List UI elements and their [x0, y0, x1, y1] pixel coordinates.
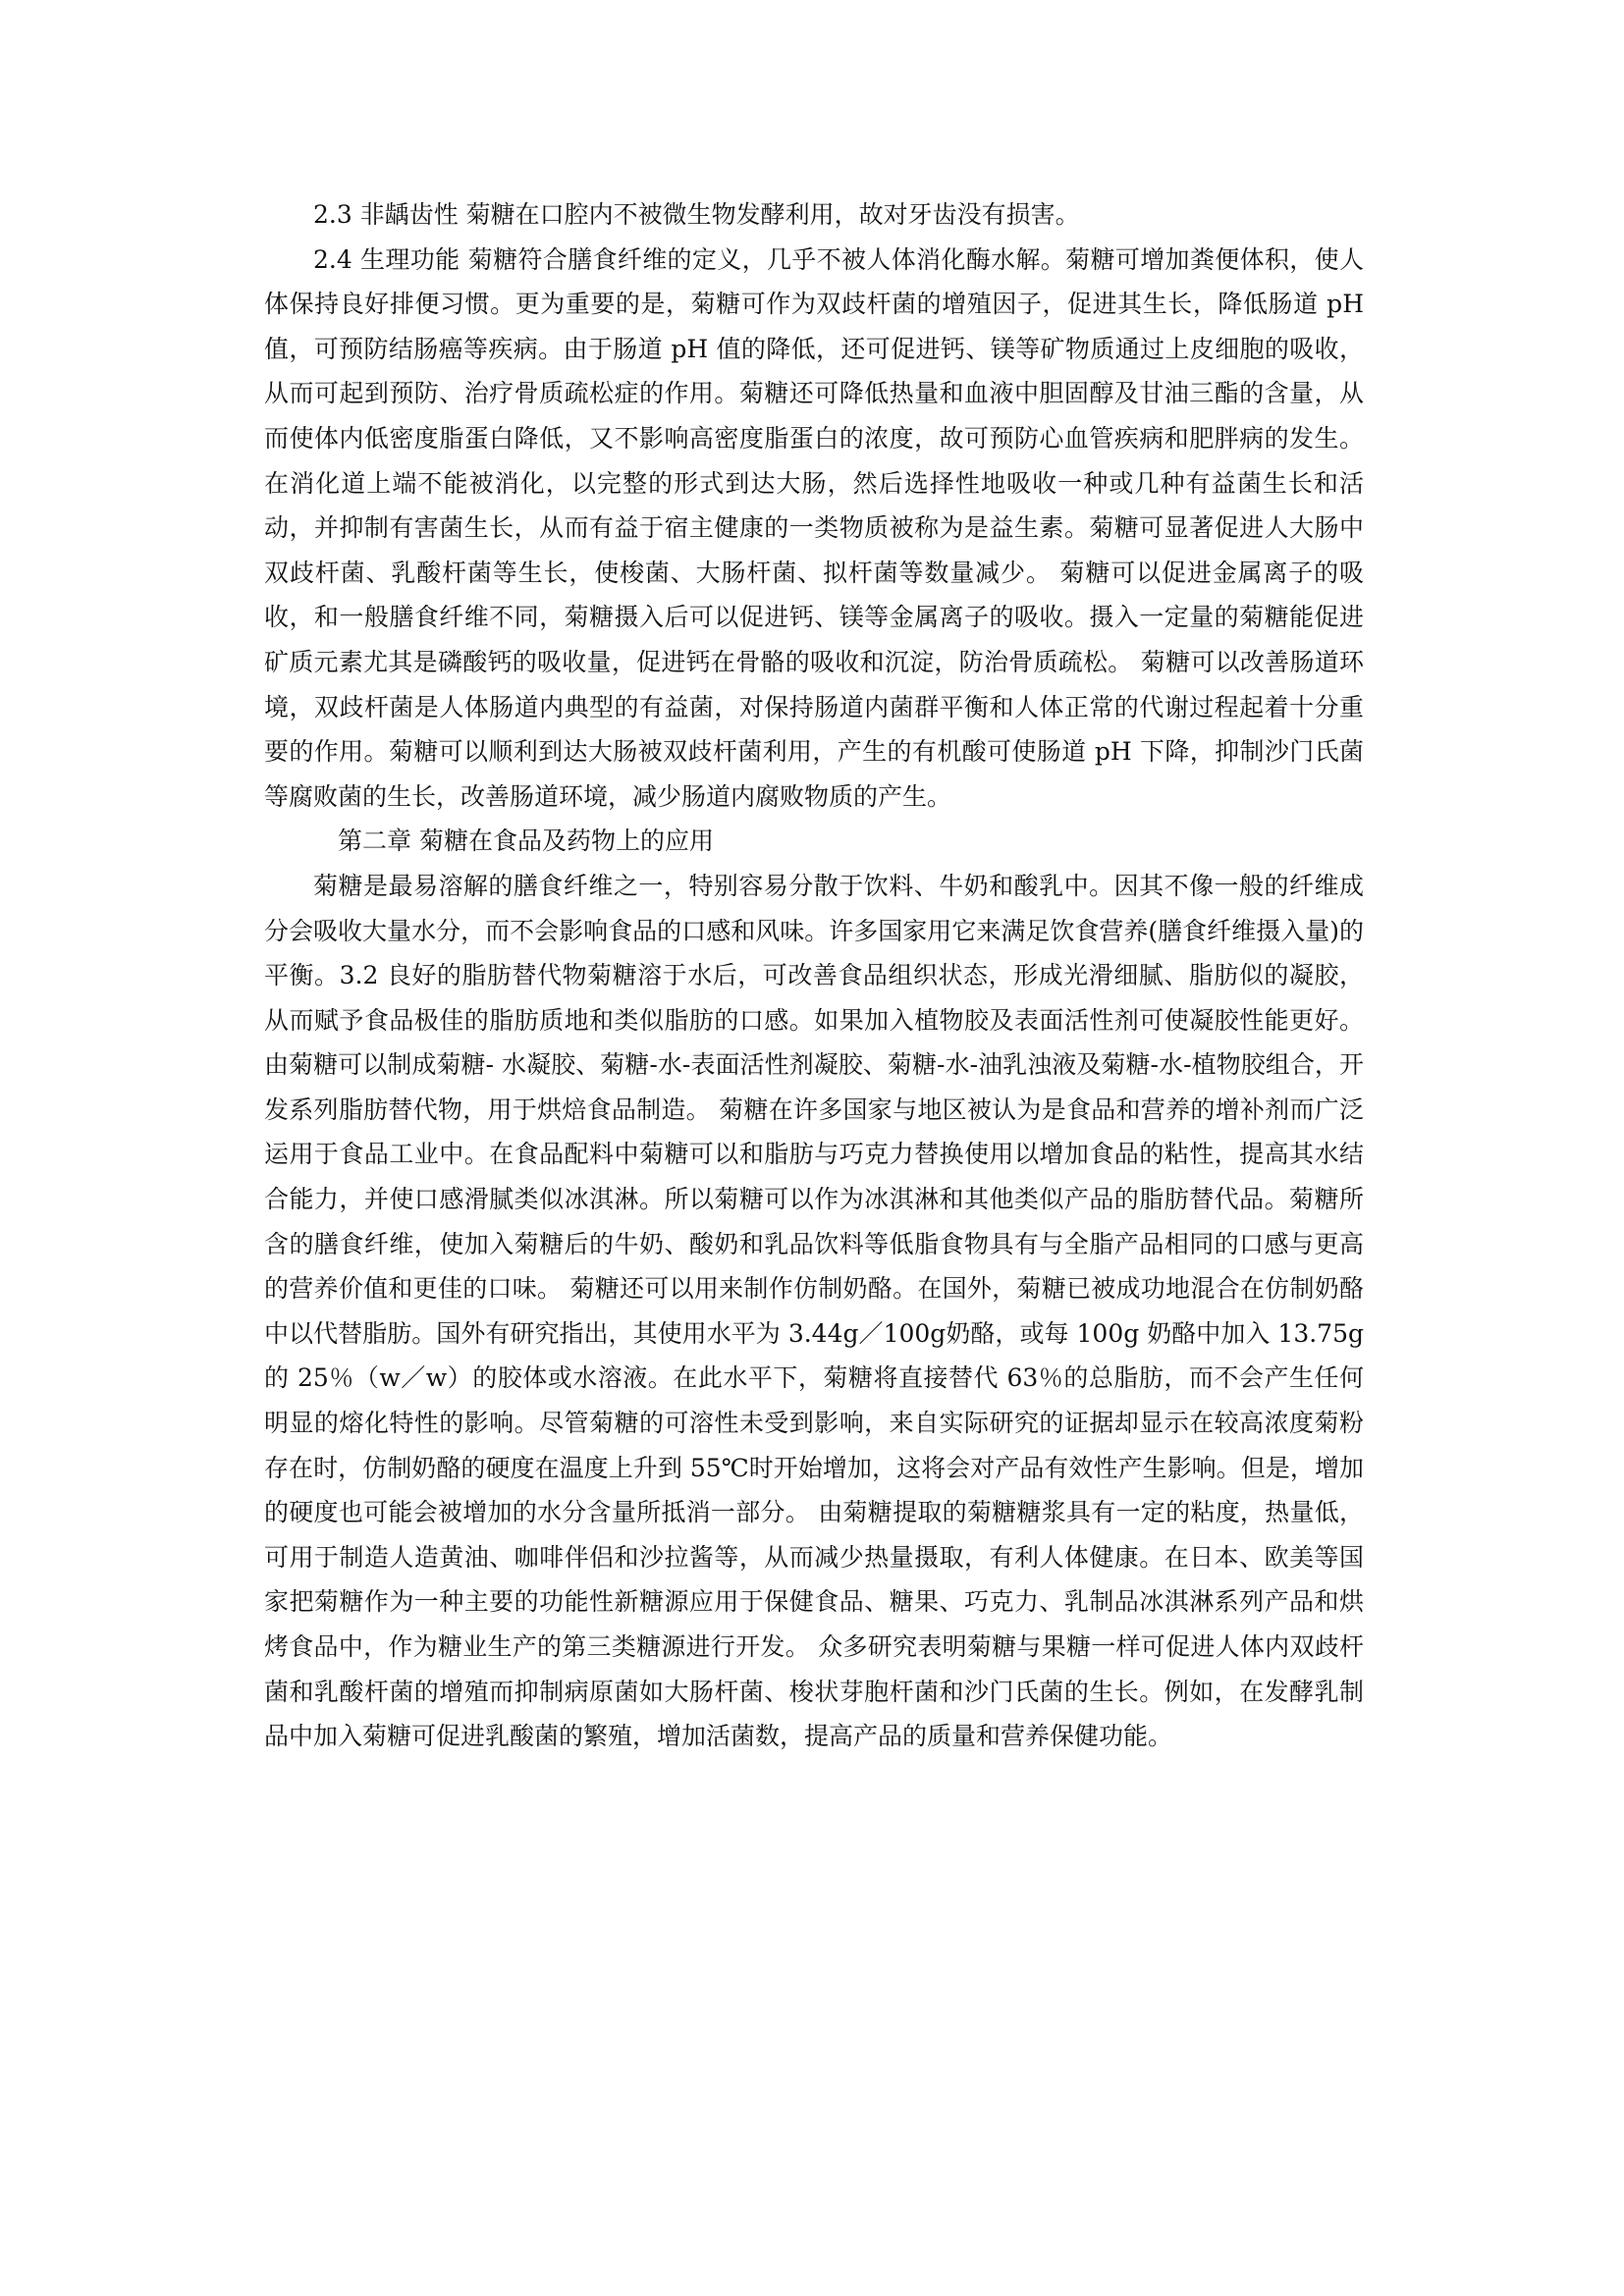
- paragraph-physiological-function: 2.4 生理功能 菊糖符合膳食纤维的定义，几乎不被人体消化酶水解。菊糖可增加粪便体积，使人体保持良好排便习惯。更为重要的是，菊糖可作为双歧杆菌的增殖因子，促进其生长，降低肠道 pH 值，可预防结肠癌等疾病。由于肠道 pH 值的降低，还可促进钙、镁等矿物质通过上皮细胞的吸收，从而可起到预防、治疗骨质疏松症的作用。菊糖还可降低热量和血液中胆固醇及甘油三酯的含量，从而使体内低密度脂蛋白降低，又不影响高密度脂蛋白的浓度，故可预防心血管疾病和肥胖病的发生。 在消化道上端不能被消化，以完整的形式到达大肠，然后选择性地吸收一种或几种有益菌生长和活动，并抑制有害菌生长，从而有益于宿主健康的一类物质被称为是益生素。菊糖可显著促进人大肠中双歧杆菌、乳酸杆菌等生长，使梭菌、大肠杆菌、拟杆菌等数量减少。 菊糖可以促进金属离子的吸收，和一般膳食纤维不同，菊糖摄入后可以促进钙、镁等金属离子的吸收。摄入一定量的菊糖能促进矿质元素尤其是磷酸钙的吸收量，促进钙在骨骼的吸收和沉淀，防治骨质疏松。 菊糖可以改善肠道环境，双歧杆菌是人体肠道内典型的有益菌，对保持肠道内菌群平衡和人体正常的代谢过程起着十分重要的作用。菊糖可以顺利到达大肠被双歧杆菌利用，产生的有机酸可使肠道 pH 下降，抑制沙门氏菌等腐败菌的生长，改善肠道环境，减少肠道内腐败物质的产生。: [264, 244, 1364, 811]
- document-body: [264, 192, 1364, 1759]
- chapter-heading: 第二章 菊糖在食品及药物上的应用: [338, 827, 714, 856]
- paragraph-food-application: 菊糖是最易溶解的膳食纤维之一，特别容易分散于饮料、牛奶和酸乳中。因其不像一般的纤维成分会吸收大量水分，而不会影响食品的口感和风味。许多国家用它来满足饮食营养(膳食纤维摄入量)的平衡。3.2 良好的脂肪替代物菊糖溶于水后，可改善食品组织状态，形成光滑细腻、脂肪似的凝胶，从而赋予食品极佳的脂肪质地和类似脂肪的口感。如果加入植物胶及表面活性剂可使凝胶性能更好。由菊糖可以制成菊糖- 水凝胶、菊糖-水-表面活性剂凝胶、菊糖-水-油乳浊液及菊糖-水-植物胶组合，开发系列脂肪替代物，用于烘焙食品制造。 菊糖在许多国家与地区被认为是食品和营养的增补剂而广泛运用于食品工业中。在食品配料中菊糖可以和脂肪与巧克力替换使用以增加食品的粘性，提高其水结合能力，并使口感滑腻类似冰淇淋。所以菊糖可以作为冰淇淋和其他类似产品的脂肪替代品。菊糖所含的膳食纤维，使加入菊糖后的牛奶、酸奶和乳品饮料等低脂食物具有与全脂产品相同的口感与更高的营养价值和更佳的口味。 菊糖还可以用来制作仿制奶酪。在国外，菊糖已被成功地混合在仿制奶酪中以代替脂肪。国外有研究指出，其使用水平为 3.44g／100g奶酪，或每 100g 奶酪中加入 13.75g 的 25％（w／w）的胶体或水溶液。在此水平下，菊糖将直接替代 63％的总脂肪，而不会产生任何明显的熔化特性的影响。尽管菊糖的可溶性未受到影响，来自实际研究的证据却显示在较高浓度菊粉存在时，仿制奶酪的硬度在温度上升到 55℃时开始增加，这将会对产品有效性产生影响。但是，增加的硬度也可能会被增加的水分含量所抵消一部分。 由菊糖提取的菊糖糖浆具有一定的粘度，热量低，可用于制造人造黄油、咖啡伴侣和沙拉酱等，从而减少热量摄取，有利人体健康。在日本、欧美等国家把菊糖作为一种主要的功能性新糖源应用于保健食品、糖果、巧克力、乳制品冰淇淋系列产品和烘烤食品中，作为糖业生产的第三类糖源进行开发。 众多研究表明菊糖与果糖一样可促进人体内双歧杆菌和乳酸杆菌的增殖而抑制病原菌如大肠杆菌、梭状芽胞杆菌和沙门氏菌的生长。例如，在发酵乳制品中加入菊糖可促进乳酸菌的繁殖，增加活菌数，提高产品的质量和营养保健功能。: [264, 871, 1364, 1751]
- paragraph-non-cariogenic: 2.3 非龋齿性 菊糖在口腔内不被微生物发酵利用，故对牙齿没有损害。: [313, 200, 1080, 229]
